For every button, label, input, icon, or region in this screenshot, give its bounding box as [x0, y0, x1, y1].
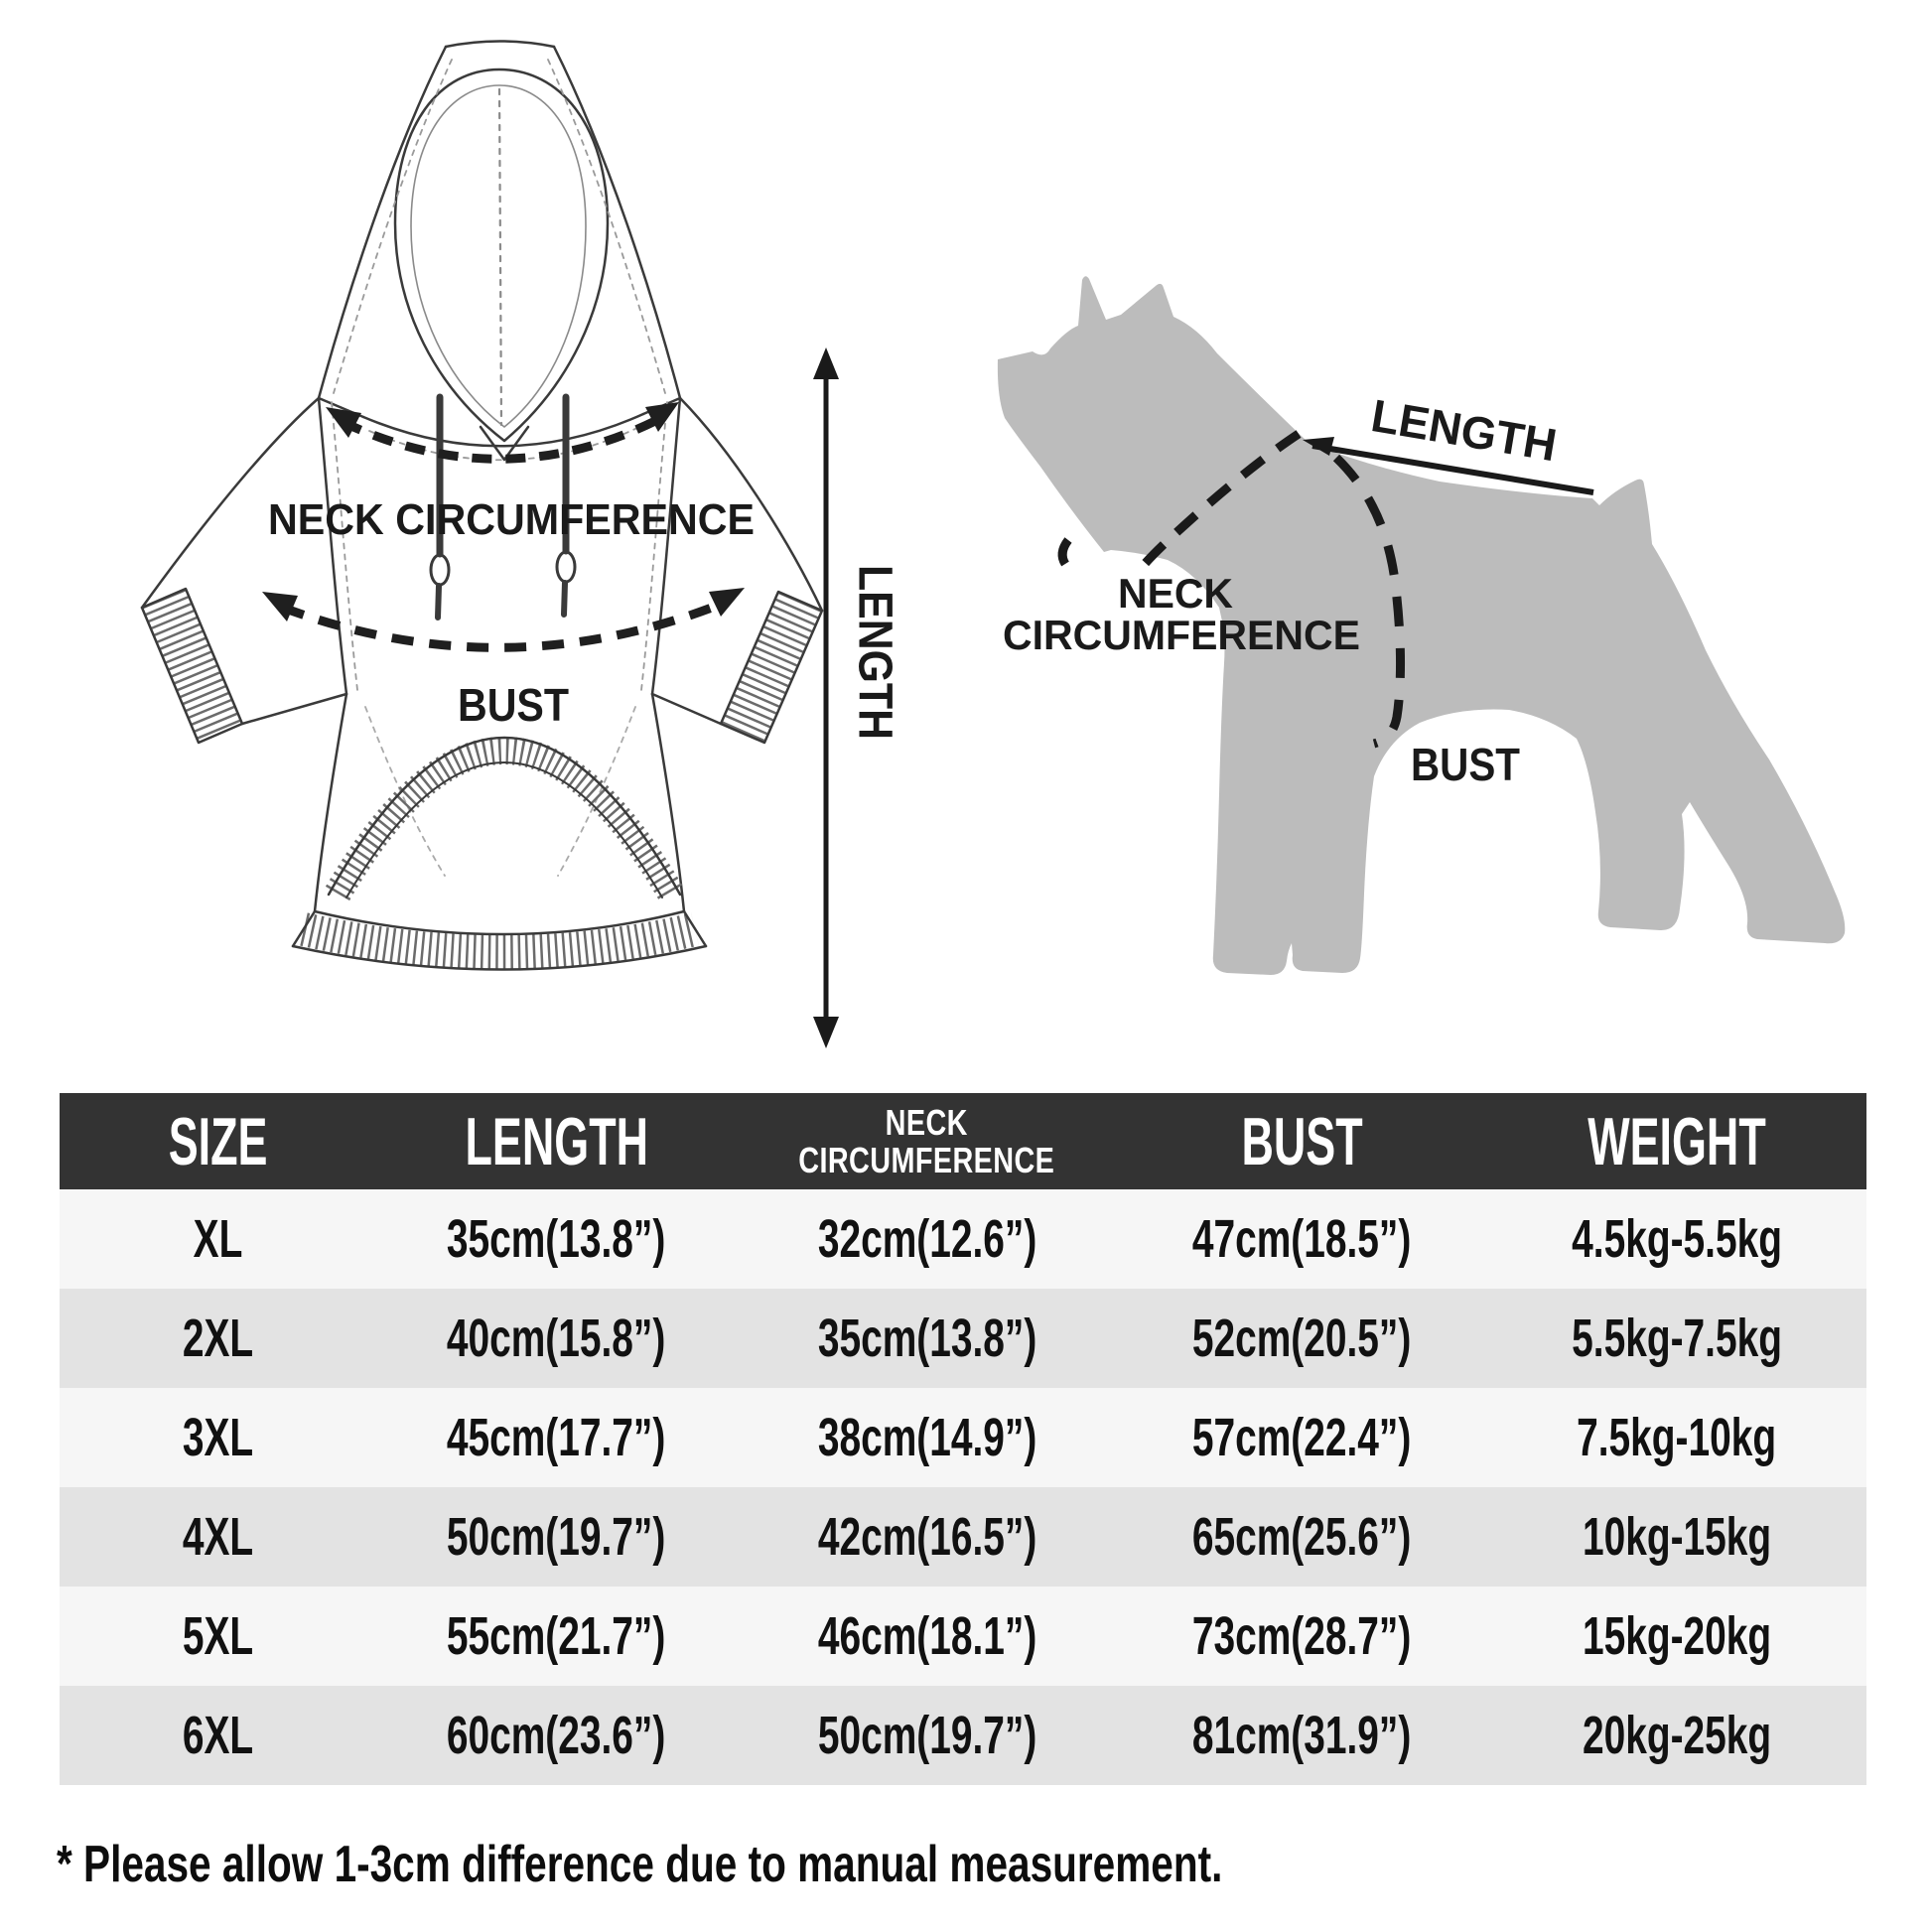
- size-table: [60, 1093, 1866, 1785]
- bust-arrowhead-left: [262, 592, 298, 621]
- cell-neck: 32cm(12.6”): [817, 1209, 1036, 1269]
- cell-weight: 10kg-15kg: [1582, 1507, 1771, 1567]
- header-neck-circumference: NECK CIRCUMFERENCE: [798, 1101, 1055, 1180]
- cell-neck: 50cm(19.7”): [817, 1706, 1036, 1765]
- cell-size: 6XL: [182, 1706, 253, 1765]
- cell-neck: 46cm(18.1”): [817, 1606, 1036, 1666]
- header-weight: WEIGHT: [1587, 1103, 1766, 1179]
- cell-neck: 38cm(14.9”): [817, 1408, 1036, 1467]
- hood-center-seam: [499, 89, 501, 425]
- hem-ribbing: [304, 929, 695, 952]
- belly-arch-inner: [346, 762, 662, 897]
- sleeve-left-armhole: [319, 398, 346, 694]
- measurement-note: * Please allow 1-3cm difference due to manual measurement.: [57, 1836, 1223, 1893]
- cell-weight: 4.5kg-5.5kg: [1571, 1209, 1782, 1269]
- cell-length: 50cm(19.7”): [447, 1507, 666, 1567]
- cell-size: XL: [193, 1209, 243, 1269]
- cell-size: 2XL: [182, 1309, 253, 1368]
- cell-size: 5XL: [182, 1606, 253, 1666]
- cell-bust: 81cm(31.9”): [1192, 1706, 1412, 1765]
- dog-length-label: LENGTH: [1367, 389, 1562, 472]
- body-seam-right: [558, 707, 635, 876]
- belly-arch-outer: [329, 738, 680, 895]
- cell-size: 4XL: [182, 1507, 253, 1567]
- cell-bust: 47cm(18.5”): [1192, 1209, 1412, 1269]
- cell-length: 55cm(21.7”): [447, 1606, 666, 1666]
- table-row: [60, 1388, 1866, 1487]
- header-size: SIZE: [168, 1103, 268, 1179]
- cell-size: 3XL: [182, 1408, 253, 1467]
- cell-weight: 15kg-20kg: [1582, 1606, 1771, 1666]
- cell-bust: 52cm(20.5”): [1192, 1309, 1412, 1368]
- cuff-right-ribbing: [743, 601, 800, 733]
- length-arrow-label: LENGTH: [848, 565, 901, 761]
- table-row: [60, 1189, 1866, 1289]
- hoodie-bust-label: BUST: [458, 679, 569, 731]
- sleeve-right-armhole: [652, 398, 680, 694]
- cell-bust: 73cm(28.7”): [1192, 1606, 1412, 1666]
- cell-weight: 5.5kg-7.5kg: [1571, 1309, 1782, 1368]
- length-arrowhead-bottom: [813, 1017, 839, 1048]
- hood-outline-top: [446, 42, 554, 48]
- belly-arch-ribbing: [338, 751, 671, 894]
- length-arrow: [813, 347, 900, 1048]
- hoodie-neck-label: NECK CIRCUMFERENCE: [268, 495, 755, 544]
- sleeve-right-armhole-seam: [641, 402, 667, 690]
- hood-opening-inner-trim: [411, 85, 586, 427]
- dog-neck-dash-detached: [1062, 540, 1068, 564]
- dog-silhouette-group: [998, 276, 1845, 975]
- hood-outline-right: [554, 47, 680, 398]
- table-row: [60, 1587, 1866, 1686]
- cell-weight: 20kg-25kg: [1582, 1706, 1771, 1765]
- header-length: LENGTH: [465, 1103, 648, 1179]
- hood-seam-left: [334, 60, 452, 393]
- hood-outline-left: [319, 47, 446, 398]
- cuff-left-ribbing: [164, 598, 220, 734]
- sleeve-right-bottom: [652, 694, 721, 724]
- cell-neck: 35cm(13.8”): [817, 1309, 1036, 1368]
- length-arrowhead-top: [813, 347, 839, 379]
- cell-bust: 57cm(22.4”): [1192, 1408, 1412, 1467]
- bust-arrowhead-right: [709, 588, 745, 617]
- dog-neck-label-line1: NECK: [1118, 570, 1233, 617]
- neck-measure-arc: [343, 417, 663, 459]
- table-row: [60, 1289, 1866, 1388]
- sleeve-left-armhole-seam: [332, 402, 357, 690]
- table-header-row: [60, 1093, 1866, 1189]
- table-row: [60, 1686, 1866, 1785]
- header-bust: BUST: [1241, 1103, 1363, 1179]
- dog-neck-label-line2: CIRCUMFERENCE: [1003, 612, 1360, 658]
- sleeve-left-bottom: [242, 694, 346, 724]
- cell-length: 45cm(17.7”): [447, 1408, 666, 1467]
- cell-neck: 42cm(16.5”): [817, 1507, 1036, 1567]
- cell-length: 40cm(15.8”): [447, 1309, 666, 1368]
- body-right-edge: [652, 694, 684, 911]
- cell-weight: 7.5kg-10kg: [1577, 1408, 1777, 1467]
- cell-bust: 65cm(25.6”): [1192, 1507, 1412, 1567]
- neck-arrowhead-left: [326, 407, 361, 438]
- dog-bust-label: BUST: [1411, 739, 1520, 790]
- table-row: [60, 1487, 1866, 1587]
- cell-length: 35cm(13.8”): [447, 1209, 666, 1269]
- cell-length: 60cm(23.6”): [447, 1706, 666, 1765]
